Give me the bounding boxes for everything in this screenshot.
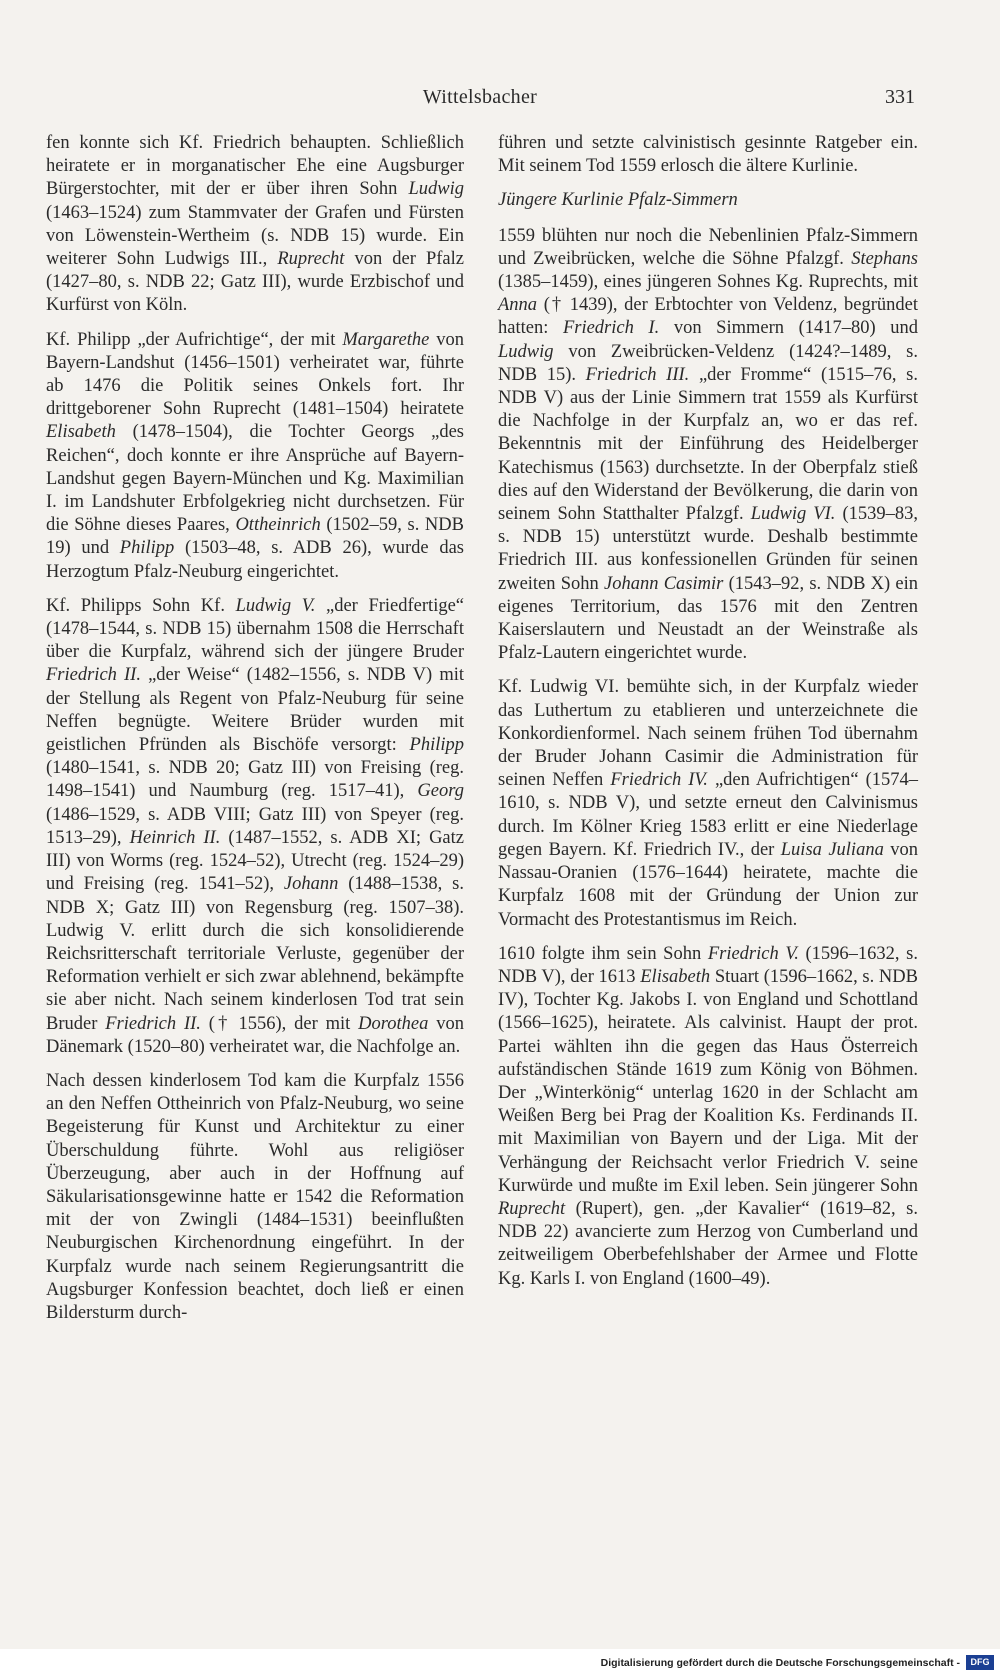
text-run: (1487–1552, s. ADB XI; Gatz III) von Worms (reg. 1524–52), Utrecht (reg. 1524–29) und Freising (reg. 1541–52), (46, 827, 464, 895)
italic-name: Friedrich III. (585, 364, 690, 385)
text-run: (1486–1529, s. ADB VIII; Gatz III) von Speyer (reg. 1513–29), (46, 804, 464, 848)
text-run: Kf. Ludwig VI. bemühte sich, in der Kurpfalz wieder das Luthertum zu etablieren und unterzeichnete die Konkordienformel. Nach seinem frühen Tod übernahm der Bruder Johann Casimir die Administration für seinen Neffen (498, 677, 918, 791)
text-run: Stuart (1596–1662, s. NDB IV), Tochter Kg. Jakobs I. von England und Schottland (1566–1625), heiratete. Als calvinist. Haupt der prot. Partei wählten ihn die gegen das Haus Österreich aufständischen Stände 1619 zum König von Böhmen. Der „Winterkönig“ unterlag 1620 in der Schlacht am Weißen Berg bei Prag der Koalition Ks. Ferdinands II. mit Maximilian von Bayern und der Liga. Mit der Verhängung der Reichsacht verlor Friedrich V. seine Kurwürde und mußte im Exil leben. Sein jüngerer Sohn (498, 966, 918, 1196)
text-run: (1480–1541, s. NDB 20; Gatz III) von Freising (reg. 1498–1541) und Naumburg (reg. 1517–41), (46, 758, 464, 802)
text-run: Nach dessen kinderlosem Tod kam die Kurpfalz 1556 an den Neffen Ottheinrich von Pfalz-Neuburg, wo seine Begeisterung für Kunst und Architektur zu einer Überschuldung führte. Wohl aus religiöser Überzeugung, aber auch in der Hoffnung auf Säkularisationsgewinne hatte er 1542 die Reformation mit der von Zwingli (1484–1531) beeinflußten Neuburgischen Kirchenordnung eingeführt. In der Kurpfalz wurde nach seinem Regierungsantritt die Augsburger Konfession beachtet, doch ließ er einen Bildersturm durch- (46, 1070, 464, 1323)
italic-name: Ruprecht (277, 249, 345, 270)
italic-name: Ludwig VI. (750, 504, 836, 525)
text-run: fen konnte sich Kf. Friedrich behaupten. Schließlich heiratete er in morganatischer Ehe eine Augsburger Bürgerstochter, mit der er über ihren Sohn (46, 133, 464, 200)
italic-name: Heinrich II. (129, 827, 221, 848)
paragraph (498, 943, 918, 1291)
italic-name: Friedrich IV. (610, 770, 708, 791)
text-run: von der Pfalz (1427–80, s. NDB 22; Gatz III), wurde Erzbischof und Kurfürst von Köln. (46, 249, 464, 316)
text-run: „der Fromme“ (1515–76, s. NDB V) aus der Linie Simmern trat 1559 als Kurfürst die Nachfolge in der Kurpfalz an, wo er das ref. Bekenntnis mit der Einführung des Heidelberger Katechismus (1563) durchsetzte. In der Oberpfalz stieß dies auf den Widerstand der Bevölkerung, die darin von seinem Sohn Statthalter Pfalzgf. (498, 364, 918, 525)
text-run: (1502–59, s. NDB 19) und (46, 515, 464, 559)
text-run: 1610 folgte ihm sein Sohn (498, 943, 708, 964)
text-run: (1539–83, s. NDB 15) unterstützt wurde. Deshalb bestimmte Friedrich III. aus konfessionellen Gründen für seinen zweiten Sohn (498, 504, 918, 594)
italic-name: Dorothea (358, 1013, 429, 1034)
paragraph (498, 676, 918, 931)
italic-name: Friedrich I. (562, 318, 660, 339)
text-run: (Rupert), gen. „der Kavalier“ (1619–82, s. NDB 22) avancierte zum Herzog von Cumberland und zeitweiligem Oberbefehlshaber der Armee und Flotte Kg. Karls I. von England (1600–49). (498, 1198, 918, 1289)
text-run: Kf. Philipp „der Aufrichtige“, der mit (46, 329, 343, 350)
text-run: (1478–1504), die Tochter Georgs „des Reichen“, doch konnte er ihre Ansprüche auf Bayern-Landshut gegen Bayern-München und Kg. Maximilian I. im Landshuter Erbfolgekrieg nicht durchsetzen. Für die Söhne dieses Paares, (46, 422, 464, 536)
text-run: von Simmern (1417–80) und (659, 318, 918, 339)
paragraph (46, 1070, 464, 1325)
text-run: (1543–92, s. NDB X) ein eigenes Territorium, das 1576 mit den Zentren Kaiserslautern und Neustadt an der Weinstraße als Pfalz-Lautern eingerichtet wurde. (498, 573, 919, 664)
italic-name: Ottheinrich (235, 515, 321, 536)
text-run: 1559 blühten nur noch die Nebenlinien Pfalz-Simmern und Zweibrücken, welche die Söhne Pfalzgf. (498, 225, 918, 269)
text-run: von Bayern-Landshut (1456–1501) verheiratet war, führte ab 1476 die Politik seines Onkels fort. Ihr drittgeborener Sohn Ruprecht (1481–1504) heiratete (46, 329, 464, 420)
italic-name: Elisabeth (640, 966, 711, 987)
text-run: von Nassau-Oranien (1576–1644) heiratete, machte die Kurpfalz 1608 mit der Gründung der Union zur Vormacht des Protestantismus im Reich. (498, 839, 919, 930)
left-column (46, 132, 464, 1336)
right-column (498, 132, 918, 1302)
italic-name: Johann Casimir (604, 573, 724, 594)
italic-name: Ludwig (498, 341, 554, 362)
text-run: (1488–1538, s. NDB X; Gatz III) von Regensburg (reg. 1507–38). Ludwig V. erlitt durch die sich konsolidierende Reichsritterschaft territoriale Verluste, gegenüber der Reformation verhielt er sich zwar ablehnend, bekämpfte sie aber nicht. Nach seinem kinderlosen Tod trat sein Bruder (46, 874, 464, 1034)
italic-name: Margarethe (342, 329, 430, 350)
italic-name: Anna (498, 295, 538, 316)
text-run: (1596–1632, s. NDB V), der 1613 (498, 943, 918, 987)
text-run: (1503–48, s. ADB 26), wurde das Herzogtum Pfalz-Neuburg eingerichtet. (46, 538, 464, 582)
text-run: (1385–1459), eines jüngeren Sohnes Kg. Ruprechts, mit (498, 272, 918, 293)
italic-name: Philipp (409, 735, 464, 756)
section-subheading: Jüngere Kurlinie Pfalz-Simmern (498, 190, 738, 211)
italic-name: Friedrich II. (105, 1013, 201, 1034)
paragraph (498, 225, 918, 666)
funding-notice: Digitalisierung gefördert durch die Deutsche Forschungsgemeinschaft - (600, 1657, 960, 1669)
running-header-title: Wittelsbacher (422, 86, 538, 108)
paragraph (46, 595, 464, 1059)
text-run: (1463–1524) zum Stammvater der Grafen und Fürsten von Löwenstein-Wertheim (s. NDB 15) wurde. Ein weiterer Sohn Ludwigs III., (46, 202, 464, 270)
text-run: führen und setzte calvinistisch gesinnte Ratgeber ein. Mit seinem Tod 1559 erlosch die ältere Kurlinie. (498, 133, 918, 177)
text-run: von Dänemark (1520–80) verheiratet war, die Nachfolge an. (46, 1013, 464, 1057)
italic-name: Stephans (851, 248, 918, 269)
italic-name: Friedrich II. (46, 665, 141, 686)
footer-bar (0, 1649, 1000, 1675)
italic-name: Philipp (119, 538, 175, 559)
page-number: 331 (885, 86, 915, 108)
text-run: Kf. Philipps Sohn Kf. (46, 595, 236, 616)
paragraph (46, 329, 464, 584)
italic-name: Georg (417, 781, 464, 802)
italic-name: Luisa Juliana (780, 839, 884, 860)
paragraph (498, 132, 918, 178)
text-run: († 1439), der Erbtochter von Veldenz, begründet hatten: (498, 295, 918, 339)
text-run: „der Weise“ (1482–1556, s. NDB V) mit der Stellung als Regent von Pfalz-Neuburg für seine Neffen begnügte. Weitere Brüder wurden mit geistlichen Pfründen als Bischöfe versorgt: (46, 665, 464, 756)
text-run: († 1556), der mit (200, 1013, 359, 1034)
paragraph (46, 132, 464, 318)
dfg-logo: DFG (966, 1655, 994, 1670)
italic-name: Johann (283, 874, 339, 895)
italic-name: Friedrich V. (707, 943, 799, 964)
italic-name: Ludwig (408, 179, 464, 200)
italic-name: Ruprecht (498, 1198, 566, 1219)
text-run: „der Friedfertige“ (1478–1544, s. NDB 15) übernahm 1508 die Herrschaft über die Kurpfalz, während sich der jüngere Bruder (46, 595, 464, 663)
italic-name: Ludwig V. (235, 595, 316, 616)
text-run: von Zweibrücken-Veldenz (1424?–1489, s. NDB 15). (498, 341, 918, 385)
italic-name: Elisabeth (46, 422, 116, 443)
text-run: „den Aufrichtigen“ (1574–1610, s. NDB V), und setzte erneut den Calvinismus durch. Im Kölner Krieg 1583 erlitt er eine Niederlage gegen Bayern. Kf. Friedrich IV., der (498, 770, 919, 860)
